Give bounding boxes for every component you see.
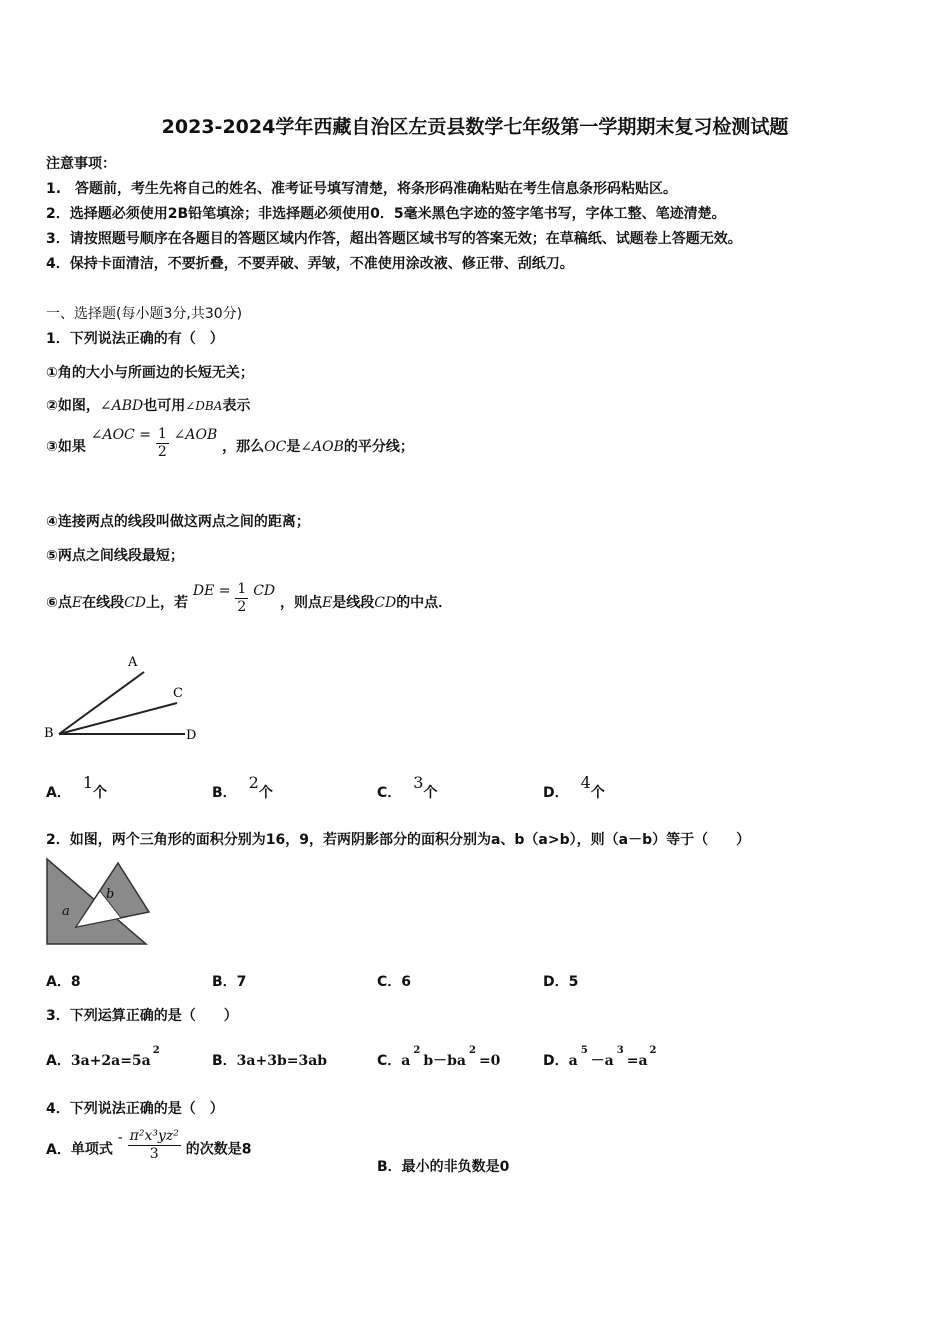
q1-option-d[interactable]: D．4个 [543, 773, 605, 801]
q2-triangle-figure [44, 855, 156, 950]
q3-option-b[interactable]: B．3a+3b=3ab [212, 1053, 328, 1069]
label-c: C [173, 686, 183, 701]
notes-heading: 注意事项： [46, 156, 116, 172]
note-item-4: 4．保持卡面清洁，不要折叠，不要弄破、弄皱，不准使用涂改液、修正带、刮纸刀。 [46, 256, 574, 272]
ray-ba [59, 672, 144, 734]
math-fraction-half: $\frac{1}{2}$ [157, 426, 167, 460]
q1-option-b[interactable]: B．2个 [212, 773, 273, 801]
q2-option-d[interactable]: D．5 [543, 974, 579, 990]
ray-bc [59, 703, 177, 734]
q1-statement-5: ⑤两点之间线段最短； [46, 548, 184, 564]
q1-statement-6: ⑥点E在线段CD上，若 DE = $\frac{1}{2}$ CD ，则点E是线段CD的中点． [46, 581, 453, 615]
label-b: b [106, 887, 115, 902]
label-b: B [44, 726, 54, 741]
q1-statement-2: ②如图，∠ABD也可用∠DBA表示 [46, 398, 251, 414]
math-angle-dba: ∠DBA [185, 399, 223, 413]
q2-option-a[interactable]: A．8 [46, 974, 81, 990]
q3-option-c[interactable]: C．$a^2b-ba^2=0$ [377, 1045, 501, 1069]
q1-option-a[interactable]: A．1个 [46, 773, 108, 801]
note-item-2: 2．选择题必须使用2B铅笔填涂；非选择题必须使用0．5毫米黑色字迹的签字笔书写，字体工整、笔迹清楚。 [46, 206, 726, 222]
q3-stem: 3．下列运算正确的是（ ） [46, 1008, 238, 1024]
math-fraction-half: $\frac{1}{2}$ [237, 581, 247, 615]
q2-option-c[interactable]: C．6 [377, 974, 412, 990]
math-fraction-monomial: $\frac{\text{π²x³yz²}}{3}$ [129, 1128, 179, 1162]
math-angle-abd: ∠ABD [99, 398, 144, 414]
section-heading: 一、选择题(每小题3分,共30分) [46, 306, 243, 322]
note-item-3: 3．请按照题号顺序在各题目的答题区域内作答，超出答题区域书写的答案无效；在草稿纸、试题卷上答题无效。 [46, 231, 742, 247]
q2-stem: 2．如图，两个三角形的面积分别为16，9，若两阴影部分的面积分别为a、b（a>b），则（a－b）等于（ ） [46, 832, 751, 848]
label-d: D [186, 728, 197, 743]
page-title: 2023-2024学年西藏自治区左贡县数学七年级第一学期期末复习检测试题 [161, 116, 789, 138]
q1-statement-1: ①角的大小与所画边的长短无关； [46, 365, 254, 381]
q1-stem: 1．下列说法正确的有（ ） [46, 331, 224, 347]
q4-option-b[interactable]: B．最小的非负数是0 [377, 1159, 510, 1175]
q1-option-c[interactable]: C．3个 [377, 773, 438, 801]
q1-statement-3: ③如果 ∠AOC = $\frac{1}{2}$ ∠AOB ，那么OC是∠AOB的平分线； [46, 426, 414, 460]
q1-angle-figure [40, 650, 210, 750]
q1-statement-4: ④连接两点的线段叫做这两点之间的距离； [46, 514, 310, 530]
q2-option-b[interactable]: B．7 [212, 974, 247, 990]
q3-option-d[interactable]: D．$a^5-a^3=a^2$ [543, 1045, 657, 1069]
label-a: A [128, 655, 138, 670]
label-a: a [62, 904, 70, 919]
q3-option-a[interactable]: A．$3a+2a=5a^2$ [46, 1045, 160, 1069]
q4-option-a[interactable]: A．单项式 - $\frac{\text{π²x³yz²}}{3}$ 的次数是8 [46, 1128, 252, 1162]
note-item-1: 1. 答题前，考生先将自己的姓名、准考证号填写清楚，将条形码准确粘贴在考生信息条形码粘贴区。 [46, 181, 678, 197]
q4-stem: 4．下列说法正确的是（ ） [46, 1101, 224, 1117]
